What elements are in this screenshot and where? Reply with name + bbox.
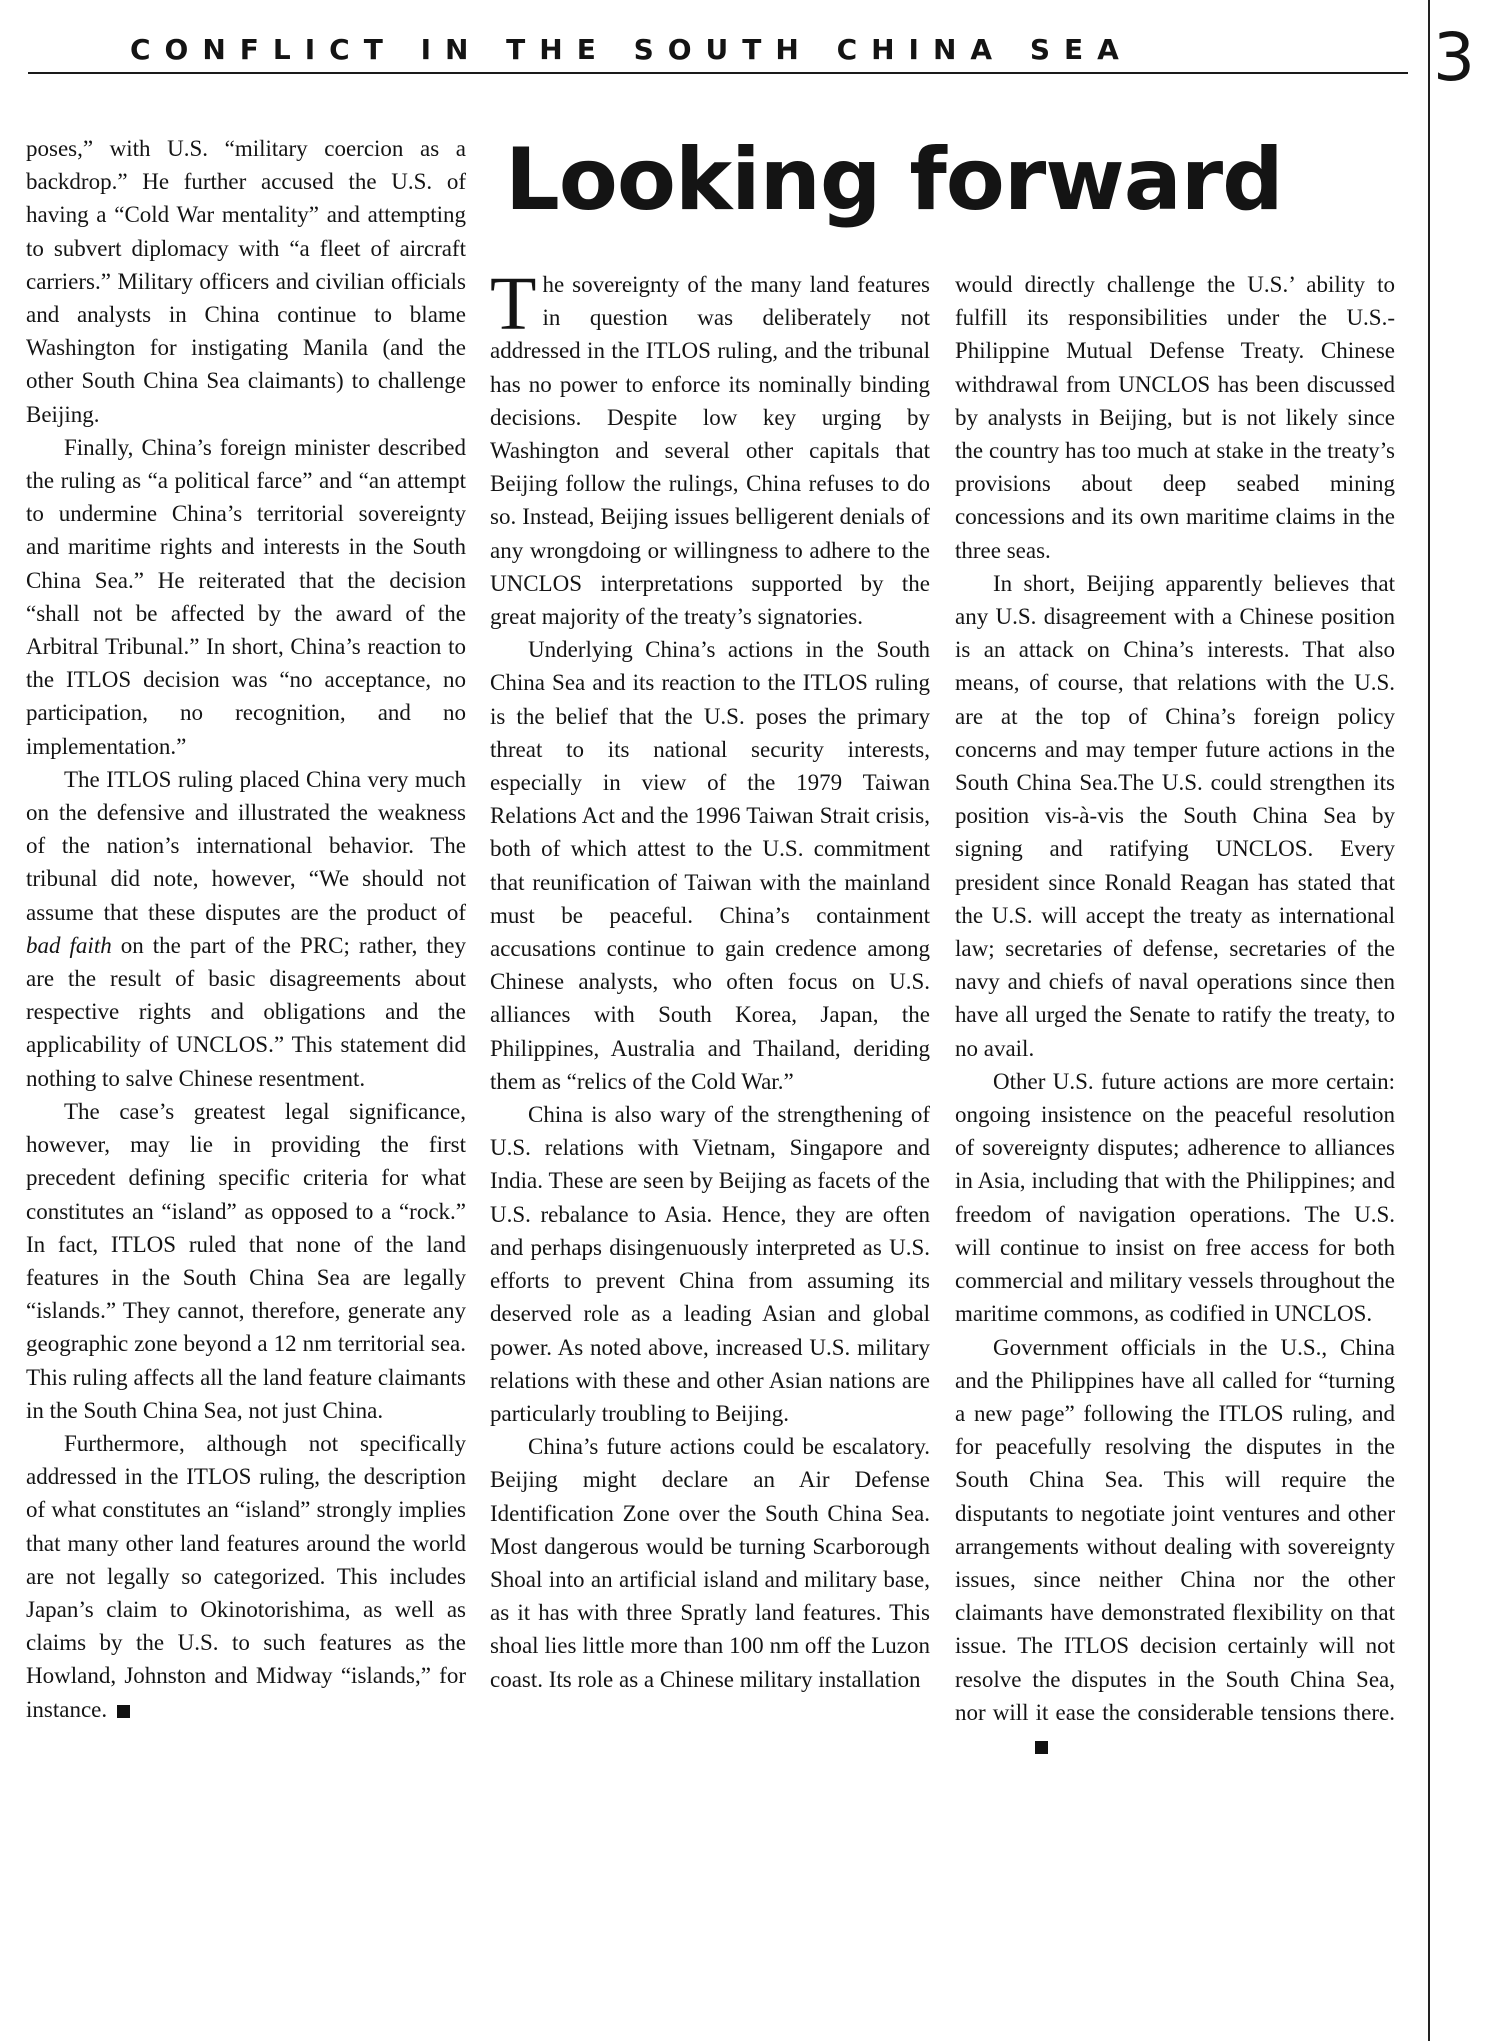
- running-header-title: CONFLICT IN THE SOUTH CHINA SEA: [130, 33, 1133, 66]
- paragraph: would directly challenge the U.S.’ ability to fulfill its responsibilities under the U.S.-Philippine Mutual Defense Treaty. Chinese withdrawal from UNCLOS has been discussed by analysts in Beijing, but is not likely since the country has too much at stake in the treaty’s provisions about deep seabed mining concessions and its own maritime claims in the three seas.: [955, 272, 1395, 563]
- page-number: 3: [1433, 19, 1475, 96]
- paragraph: poses,” with U.S. “military coercion as a backdrop.” He further accused the U.S. of having a “Cold War mentality” and attempting to subvert diplomacy with “a fleet of aircraft carriers.” Military officers and civilian officials and analysts in China continue to blame Washington for instigating Manila (and the other South China Sea claimants) to challenge Beijing.: [26, 136, 466, 427]
- paragraph: Finally, China’s foreign minister described the ruling as “a political farce” and “an attempt to undermine China’s territorial sovereignty and maritime rights and interests in the South China Sea.” He reiterated that the decision “shall not be affected by the award of the Arbitral Tribunal.” In short, China’s reaction to the ITLOS decision was “no acceptance, no participation, no recognition, and no implementation.”: [26, 434, 466, 759]
- paragraph: [955, 1331, 1395, 1763]
- paragraph: China is also wary of the strengthening of U.S. relations with Vietnam, Singapore and India. These are seen by Beijing as facets of the U.S. rebalance to Asia. Hence, they are often and perhaps disingenuously interpreted as U.S. efforts to prevent China from assuming its deserved role as a leading Asian and global power. As noted above, increased U.S. military relations with these and other Asian nations are particularly troubling to Beijing.: [490, 1102, 930, 1426]
- paragraph-text: on the part of the PRC; rather, they are the result of basic disagreements about respective rights and obligations and the applicability of UNCLOS.” This statement did nothing to salve Chinese resentment.: [26, 932, 466, 1091]
- paragraph-text: Furthermore, although not specifically addressed in the ITLOS ruling, the description of what constitutes an “island” strongly implies that many other land features around the world are not legally so categorized. This includes Japan’s claim to Okinotorishima, as well as claims by the U.S. to such features as the Howland, Johnston and Midway “islands,” for instance.: [26, 1430, 466, 1722]
- paragraph-text: Government officials in the U.S., China and the Philippines have all called for “turning a new page” following the ITLOS ruling, and for peacefully resolving the disputes in the South China Sea. This will require the disputants to negotiate joint ventures and other arrangements without dealing with sovereignty issues, since neither China nor the other claimants have demonstrated flexibility on that issue. The ITLOS decision certainly will not resolve the disputes in the South China Sea, nor will it ease the considerable tensions there.: [955, 1334, 1395, 1725]
- paragraph-text: he sovereignty of the many land features in question was deliberately not addressed in the ITLOS ruling, and the tribunal has no power to enforce its nominally binding decisions. Despite low key urging by Washington and several other capitals that Beijing follow the rulings, China refuses to do so. Instead, Beijing issues belligerent denials of any wrongdoing or willingness to adhere to the UNCLOS interpretations supported by the great majority of the treaty’s signatories.: [490, 272, 930, 630]
- end-mark-icon: [1035, 1741, 1048, 1754]
- italic-phrase: bad faith: [26, 932, 112, 958]
- paragraph: Underlying China’s actions in the South China Sea and its reaction to the ITLOS ruling is the belief that the U.S. poses the primary threat to its national security interests, especially in view of the 1979 Taiwan Relations Act and the 1996 Taiwan Strait crisis, both of which attest to the U.S. commitment that reunification of Taiwan with the mainland must be peaceful. China’s containment accusations continue to gain credence among Chinese analysts, who often focus on U.S. alliances with South Korea, Japan, the Philippines, Australia and Thailand, deriding them as “relics of the Cold War.”: [490, 637, 930, 1094]
- header-rule: [28, 72, 1408, 74]
- drop-cap: T: [490, 268, 537, 346]
- paragraph: [490, 268, 930, 633]
- paragraph: In short, Beijing apparently believes that any U.S. disagreement with a Chinese position is an attack on China’s interests. That also means, of course, that relations with the U.S. are at the top of China’s foreign policy concerns and may temper future actions in the South China Sea.The U.S. could strengthen its position vis-à-vis the South China Sea by signing and ratifying UNCLOS. Every president since Ronald Reagan has stated that the U.S. will accept the treaty as international law; secretaries of defense, secretaries of the navy and chiefs of naval operations since then have all urged the Senate to ratify the treaty, to no avail.: [955, 570, 1395, 1061]
- paragraph: [26, 1427, 466, 1726]
- paragraph: Other U.S. future actions are more certain: ongoing insistence on the peaceful resolution of sovereignty disputes; adherence to alliances in Asia, including that with the Philippines; and freedom of navigation operations. The U.S. will continue to insist on free access for both commercial and military vessels throughout the maritime commons, as codified in UNCLOS.: [955, 1068, 1395, 1327]
- page-edge-rule: [1428, 0, 1430, 2041]
- paragraph: China’s future actions could be escalatory. Beijing might declare an Air Defense Identification Zone over the South China Sea. Most dangerous would be turning Scarborough Shoal into an artificial island and military base, as it has with three Spratly land features. This shoal lies little more than 100 nm off the Luzon coast. Its role as a Chinese military installation: [490, 1434, 930, 1692]
- text-column-2: [490, 268, 930, 2022]
- text-column-1: [26, 132, 466, 2022]
- article-headline: Looking forward: [505, 130, 1283, 230]
- paragraph: The case’s greatest legal significance, however, may lie in providing the first precedent defining specific criteria for what constitutes an “island” as opposed to a “rock.” In fact, ITLOS ruled that none of the land features in the South China Sea are legally “islands.” They cannot, therefore, generate any geographic zone beyond a 12 nm territorial sea. This ruling affects all the land feature claimants in the South China Sea, not just China.: [26, 1098, 466, 1423]
- end-mark-icon: [117, 1705, 130, 1718]
- paragraph: [26, 763, 466, 1095]
- paragraph-text: The ITLOS ruling placed China very much on the defensive and illustrated the weakness of the nation’s international behavior. The tribunal did note, however, “We should not assume that these disputes are the product of: [26, 766, 466, 925]
- text-column-3: [955, 268, 1395, 2022]
